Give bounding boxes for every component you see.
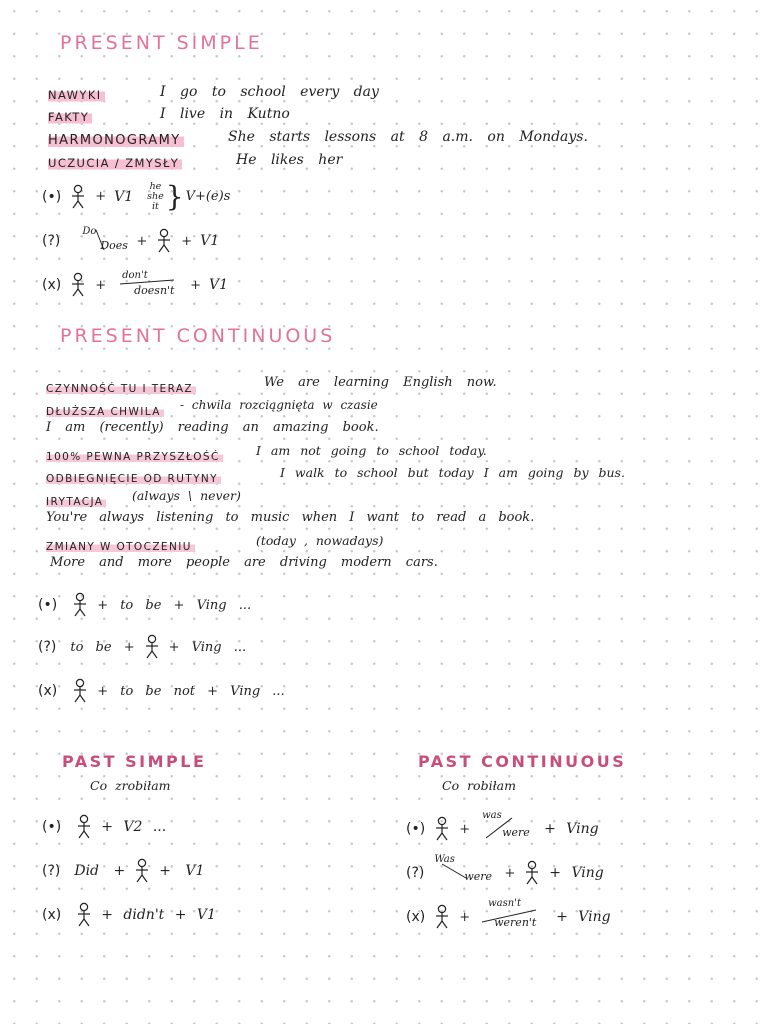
pc-formula-positive — [38, 592, 251, 618]
pstc-negative-rest: + Ving — [556, 909, 611, 925]
pc-example-3: I am (recently) reading an amazing book. — [46, 420, 379, 435]
pc-label-6: IRYTACJA — [46, 496, 106, 508]
negative-sign: (x) — [406, 909, 426, 925]
negative-sign: (x) — [38, 683, 58, 699]
verb-es: V+(e)s — [185, 189, 231, 204]
pc-row-4 — [46, 445, 223, 464]
person-icon — [69, 184, 87, 210]
ps-row-feelings — [48, 152, 182, 171]
past-simple-title: PAST SIMPLE — [62, 752, 207, 771]
ps-formula-positive — [42, 180, 230, 213]
pc-example-4: I am not going to school today. — [256, 443, 487, 458]
pc-label-4: 100% PEWNA PRZYSZŁOŚĆ — [46, 451, 223, 463]
were-word: were — [464, 870, 493, 883]
negative-sign: (x) — [42, 907, 62, 923]
plus-sign: + — [136, 233, 148, 249]
negative-sign: (x) — [42, 277, 62, 293]
person-icon — [75, 814, 93, 840]
plus-sign: + — [459, 909, 471, 925]
plus-sign: + — [504, 865, 516, 881]
ps-label-schedules: HARMONOGRAMY — [48, 133, 184, 148]
wasnt-werent-fraction — [478, 900, 548, 934]
pc-row-5 — [46, 467, 221, 486]
plus-sign: + — [190, 277, 202, 293]
person-icon — [71, 592, 89, 618]
was-word: was — [482, 810, 502, 821]
person-icon — [69, 272, 87, 298]
do-word: Do — [82, 226, 97, 237]
question-sign: (?) — [406, 865, 425, 881]
positive-sign: (•) — [42, 819, 62, 835]
question-sign: (?) — [42, 233, 61, 249]
person-icon — [155, 228, 173, 254]
ps-row-habits — [48, 84, 105, 103]
pst-formula-positive — [42, 814, 166, 840]
pc-example-9: More and more people are driving modern cars. — [50, 555, 438, 570]
pc-formula-negative — [38, 678, 285, 704]
ps-row-schedules — [48, 129, 184, 148]
pc-label-5: ODBIEGNIĘCIE OD RUTYNY — [46, 473, 221, 485]
pc-positive-structure: + to be + Ving ... — [97, 597, 252, 613]
verb-v1: V1 — [200, 233, 220, 249]
ps-example-habits: I go to school every day — [160, 84, 379, 100]
pst-formula-question — [42, 858, 204, 884]
pstc-formula-negative — [406, 900, 611, 934]
pronoun-he: he — [149, 180, 162, 192]
person-icon — [523, 860, 541, 886]
positive-sign: (•) — [406, 821, 426, 837]
question-sign: (?) — [42, 863, 61, 879]
ps-label-facts: FAKTY — [48, 110, 92, 124]
ps-formula-negative — [42, 270, 228, 300]
pc-formula-question — [38, 634, 246, 660]
ps-formula-question — [42, 226, 219, 256]
dont-doesnt-fraction — [120, 270, 182, 300]
was-word: Was — [434, 854, 455, 865]
pc-example-8: (today , nowadays) — [256, 533, 384, 548]
ps-example-feelings: He likes her — [236, 152, 343, 168]
ps-label-feelings: UCZUCIA / ZMYSŁY — [48, 156, 182, 170]
pst-negative-structure: + didn't + V1 — [101, 907, 216, 923]
was-were-fraction — [432, 856, 496, 890]
dont-word: don't — [122, 270, 148, 281]
pc-row-2 — [46, 400, 164, 419]
person-icon — [71, 678, 89, 704]
pst-positive-structure: + V2 ... — [101, 819, 167, 835]
pst-formula-negative — [42, 902, 216, 928]
pc-example-7: You're always listening to music when I want to read a book. — [46, 510, 535, 525]
pc-label-2: DŁUŻSZA CHWILA — [46, 406, 164, 418]
pc-question-post: + Ving ... — [168, 639, 247, 655]
plus-sign: + — [459, 821, 471, 837]
pc-row-6 — [46, 490, 106, 509]
pst-question-pre: Did + — [74, 863, 126, 879]
ps-label-habits: NAWYKI — [48, 88, 105, 102]
verb-v1: V1 — [209, 277, 229, 293]
plus-sign: + — [95, 277, 107, 293]
do-does-fraction — [74, 226, 128, 256]
pc-row-8 — [46, 535, 195, 554]
brace: } — [165, 180, 184, 213]
ps-example-facts: I live in Kutno — [160, 106, 290, 122]
doesnt-word: doesn't — [134, 284, 175, 297]
was-were-fraction — [478, 812, 536, 846]
person-icon — [433, 904, 451, 930]
pc-example-1: We are learning English now. — [264, 375, 497, 390]
question-sign: (?) — [38, 639, 57, 655]
pc-example-2: - chwila rozciągnięta w czasie — [180, 398, 378, 412]
pc-row-1 — [46, 377, 196, 396]
person-icon — [133, 858, 151, 884]
person-icon — [433, 816, 451, 842]
plus-sign: + — [95, 189, 107, 204]
pc-negative-structure: + to be not + Ving ... — [97, 683, 285, 699]
past-simple-subtitle: Co zrobiłam — [90, 778, 171, 793]
were-word: were — [502, 826, 530, 839]
ps-row-facts — [48, 106, 92, 125]
present-simple-title: PRESENT SIMPLE — [60, 32, 263, 54]
pc-example-5: I walk to school but today I am going by bus. — [280, 465, 625, 480]
pc-label-1: CZYNNOŚĆ TU I TERAZ — [46, 383, 196, 395]
wasnt-word: wasn't — [488, 898, 521, 909]
verb-v1: V1 — [114, 188, 134, 205]
pc-example-6: (always \ never) — [132, 488, 241, 503]
positive-sign: (•) — [38, 597, 58, 613]
pst-question-post: + V1 — [159, 863, 205, 879]
person-icon — [143, 634, 161, 660]
past-continuous-subtitle: Co robiłam — [442, 778, 516, 793]
past-continuous-title: PAST CONTINUOUS — [418, 752, 627, 771]
positive-sign: (•) — [42, 188, 62, 205]
pstc-question-rest: + Ving — [549, 865, 604, 881]
pstc-positive-rest: + Ving — [544, 821, 599, 837]
pronoun-she: she — [147, 190, 164, 202]
plus-sign: + — [181, 233, 193, 249]
pstc-formula-question — [406, 856, 604, 890]
pronoun-stack — [147, 182, 164, 212]
does-word: Does — [100, 239, 128, 252]
pronoun-it: it — [152, 200, 159, 212]
person-icon — [75, 902, 93, 928]
werent-word: weren't — [494, 916, 537, 929]
present-continuous-title: PRESENT CONTINUOUS — [60, 325, 336, 347]
pc-label-8: ZMIANY W OTOCZENIU — [46, 541, 195, 553]
ps-example-schedules: She starts lessons at 8 a.m. on Mondays. — [228, 129, 588, 145]
pc-question-pre: to be + — [70, 639, 135, 655]
pstc-formula-positive — [406, 812, 599, 846]
